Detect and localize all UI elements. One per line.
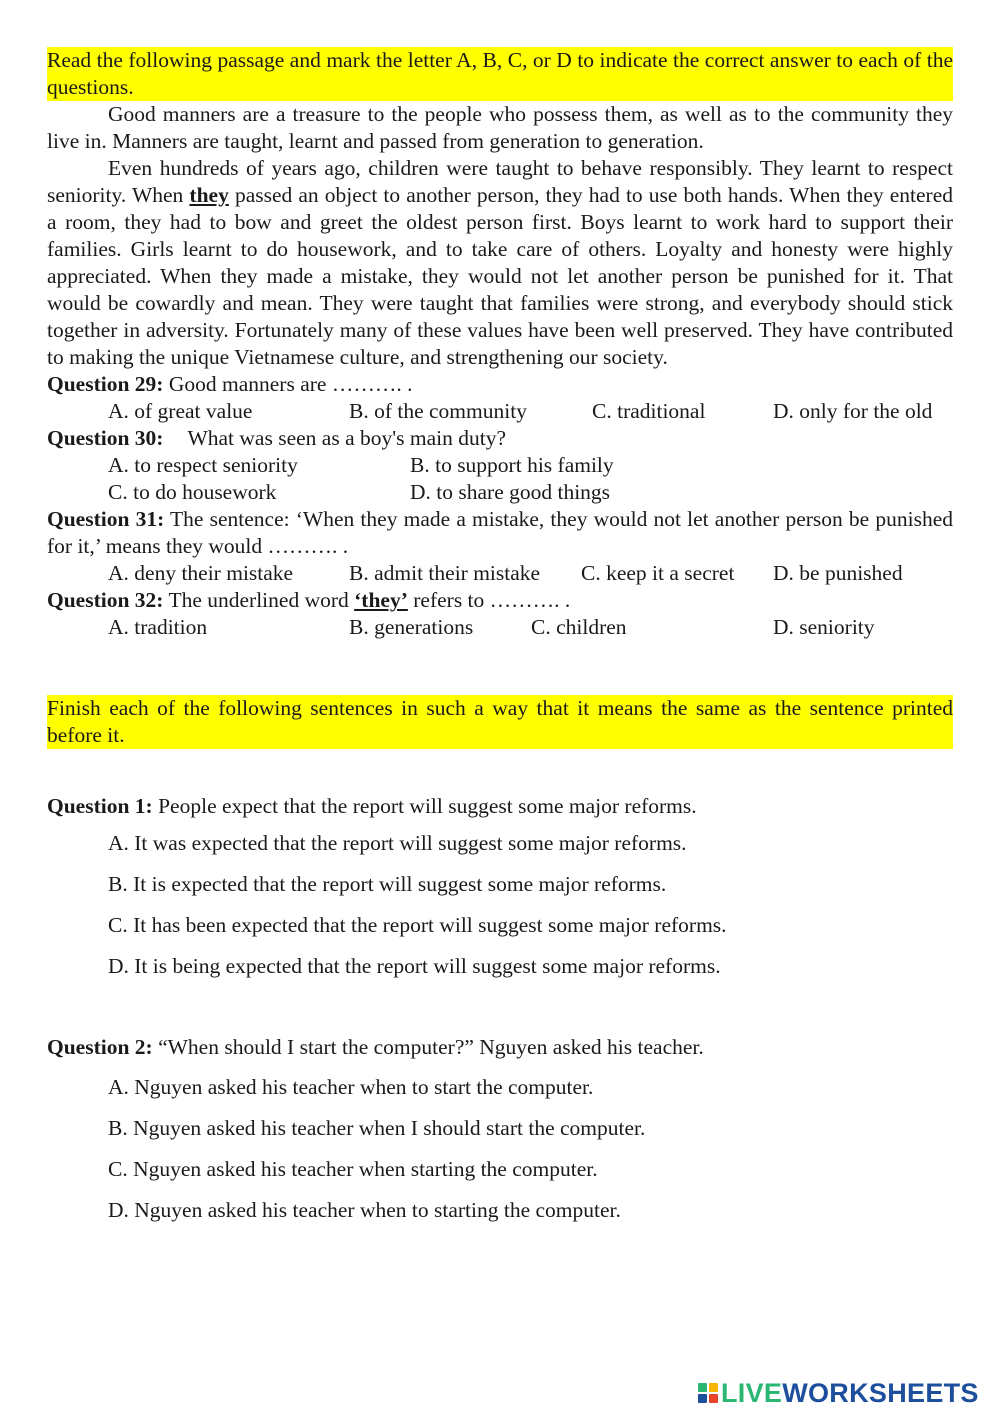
question-29-label: Question 29: — [47, 372, 164, 396]
question-32-option-c[interactable]: C. children — [531, 615, 627, 639]
question-32-text-after: refers to ………. . — [407, 588, 571, 612]
spacer — [47, 749, 953, 789]
question-31 — [47, 506, 953, 560]
logo-text-worksheets: WORKSHEETS — [782, 1377, 979, 1408]
question-31-text: The sentence: ‘When they made a mistake, they would not let another person be punished for it,’ means they would ………. . — [47, 507, 954, 558]
question-30-option-a[interactable]: A. to respect seniority — [108, 453, 298, 477]
section2-instruction: Finish each of the following sentences in such a way that it means the same as the sentence printed before it. — [47, 696, 953, 747]
question-32-text-before: The underlined word — [163, 588, 355, 612]
liveworksheets-logo-icon — [698, 1383, 718, 1403]
question-1-label: Question 1: — [47, 794, 153, 818]
question-31-option-a[interactable]: A. deny their mistake — [108, 561, 294, 585]
question-29-options — [47, 398, 953, 425]
passage-p2-after: passed an object to another person, they had to use both hands. When they entered a room, they had to bow and greet the oldest person first. Boys learnt to work hard to support their families. Girls learnt to do housework, and to take care of others. Loyalty and honesty were highly appreciated. When they made a mistake, they would not let another person be punished for it. That would be cowardly and mean. They were taught that families were strong, and everybody should stick together in adversity. Fortunately many of these values have been well preserved. They have contributed to making the unique Vietnamese culture, and strengthening our society. — [47, 183, 953, 369]
question-31-label: Question 31: — [47, 507, 165, 531]
underlined-word-they: they — [189, 183, 229, 207]
question-2-option-a[interactable]: A. Nguyen asked his teacher when to start the computer. — [108, 1075, 594, 1099]
question-30-option-c[interactable]: C. to do housework — [108, 480, 277, 504]
question-29-option-b[interactable]: B. of the community — [349, 399, 527, 423]
logo-text — [721, 1377, 979, 1408]
question-31-options — [47, 560, 953, 587]
passage-paragraph-2 — [47, 155, 953, 371]
question-32-option-b[interactable]: B. generations — [349, 615, 474, 639]
question-30 — [47, 425, 953, 452]
question-2-option-d[interactable]: D. Nguyen asked his teacher when to starting the computer. — [108, 1198, 621, 1222]
question-1-option-d[interactable]: D. It is being expected that the report will suggest some major reforms. — [108, 954, 721, 978]
question-30-option-b[interactable]: B. to support his family — [410, 453, 614, 477]
question-1-option-c[interactable]: C. It has been expected that the report will suggest some major reforms. — [108, 913, 727, 937]
question-32-options — [47, 614, 953, 641]
question-1-option-d-row — [47, 946, 953, 987]
passage-p2-before: Even hundreds of years ago, children were taught to behave responsibly. They learnt to respect seniority. When — [47, 156, 953, 207]
question-30-options-row2 — [47, 479, 953, 506]
question-29-text: Good manners are ………. . — [163, 372, 413, 396]
question-30-label: Question 30: — [47, 426, 164, 450]
section-divider-space — [47, 641, 953, 695]
question-2-option-a-row — [47, 1067, 953, 1108]
question-2-label: Question 2: — [47, 1035, 153, 1059]
passage-paragraph-1: Good manners are a treasure to the people who possess them, as well as to the community they live in. Manners are taught, learnt and passed from generation to generation. — [47, 102, 953, 153]
question-31-option-c[interactable]: C. keep it a secret — [581, 561, 735, 585]
question-32 — [47, 587, 953, 614]
liveworksheets-logo[interactable] — [698, 1376, 979, 1410]
question-2-option-d-row — [47, 1190, 953, 1231]
question-29-option-c[interactable]: C. traditional — [592, 399, 706, 423]
question-29-option-a[interactable]: A. of great value — [108, 399, 253, 423]
question-29-option-d[interactable]: D. only for the old — [773, 399, 933, 423]
question-32-option-a[interactable]: A. tradition — [108, 615, 208, 639]
question-2-option-c-row — [47, 1149, 953, 1190]
question-31-option-d[interactable]: D. be punished — [773, 561, 903, 585]
question-32-label: Question 32: — [47, 588, 164, 612]
question-30-option-d[interactable]: D. to share good things — [410, 480, 611, 504]
worksheet-page — [47, 47, 953, 1231]
question-30-options-row1 — [47, 452, 953, 479]
spacer — [47, 987, 953, 1027]
question-1-option-a[interactable]: A. It was expected that the report will suggest some major reforms. — [108, 831, 687, 855]
question-1-option-a-row — [47, 823, 953, 864]
question-2-option-b[interactable]: B. Nguyen asked his teacher when I should start the computer. — [108, 1116, 646, 1140]
question-29 — [47, 371, 953, 398]
question-32-keyword: ‘they’ — [354, 588, 408, 612]
question-2-option-c[interactable]: C. Nguyen asked his teacher when starting the computer. — [108, 1157, 598, 1181]
question-32-option-d[interactable]: D. seniority — [773, 615, 875, 639]
question-1-option-b-row — [47, 864, 953, 905]
question-2 — [47, 1027, 953, 1067]
logo-text-live: LIVE — [721, 1377, 783, 1408]
question-1-option-b[interactable]: B. It is expected that the report will suggest some major reforms. — [108, 872, 667, 896]
question-1-text: People expect that the report will suggest some major reforms. — [152, 794, 697, 818]
question-1-option-c-row — [47, 905, 953, 946]
question-2-text: “When should I start the computer?” Nguyen asked his teacher. — [152, 1035, 704, 1059]
question-30-text: What was seen as a boy's main duty? — [187, 426, 506, 450]
question-31-option-b[interactable]: B. admit their mistake — [349, 561, 541, 585]
question-2-option-b-row — [47, 1108, 953, 1149]
section1-instruction: Read the following passage and mark the letter A, B, C, or D to indicate the correct answer to each of the questions. — [47, 48, 953, 99]
question-1 — [47, 789, 953, 823]
